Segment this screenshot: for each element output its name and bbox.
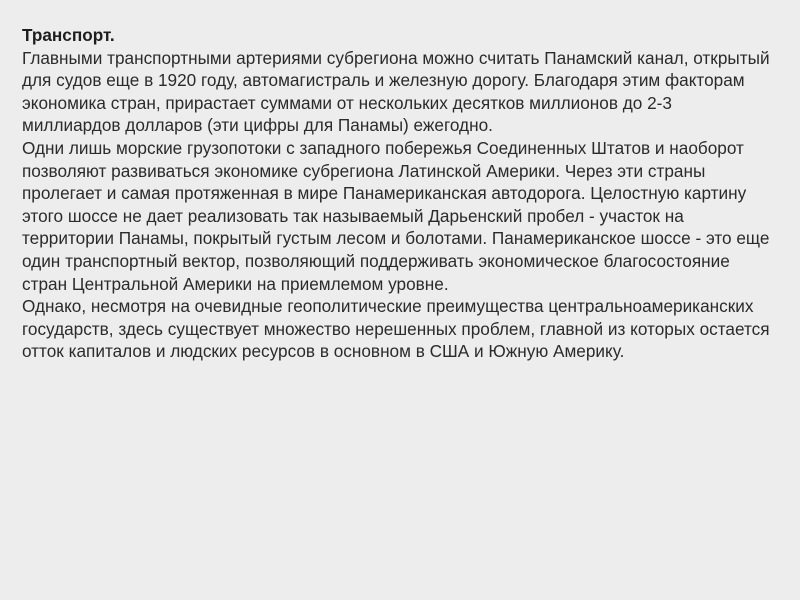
paragraph-1: Главными транспортными артериями субрегиона можно считать Панамский канал, открытый для судов еще в 1920 году, автомагистраль и железную дорогу. Благодаря этим факторам экономика стран, прирастает суммами от нескольких десятков миллионов до 2-3 миллиардов долларов (эти цифры для Панамы) ежегодно.: [22, 47, 770, 136]
paragraph-2: Одни лишь морские грузопотоки с западного побережья Соединенных Штатов и наоборот позволяют развиваться экономике субрегиона Латинской Америки. Через эти страны пролегает и самая протяженная в мире Панамериканская автодорога. Целостную картину этого шоссе не дает реализовать так называемый Дарьенский пробел - участок на территории Панамы, покрытый густым лесом и болотами. Панамериканское шоссе - это еще один транспортный вектор, позволяющий поддерживать экономическое благосостояние стран Центральной Америки на приемлемом уровне.: [22, 137, 770, 294]
slide-title: Транспорт.: [22, 25, 115, 45]
text-block: [22, 24, 772, 363]
paragraph-3: Однако, несмотря на очевидные геополитические преимущества центральноамериканских государств, здесь существует множество нерешенных проблем, главной из которых остается отток капиталов и людских ресурсов в основном в США и Южную Америку.: [22, 296, 770, 362]
